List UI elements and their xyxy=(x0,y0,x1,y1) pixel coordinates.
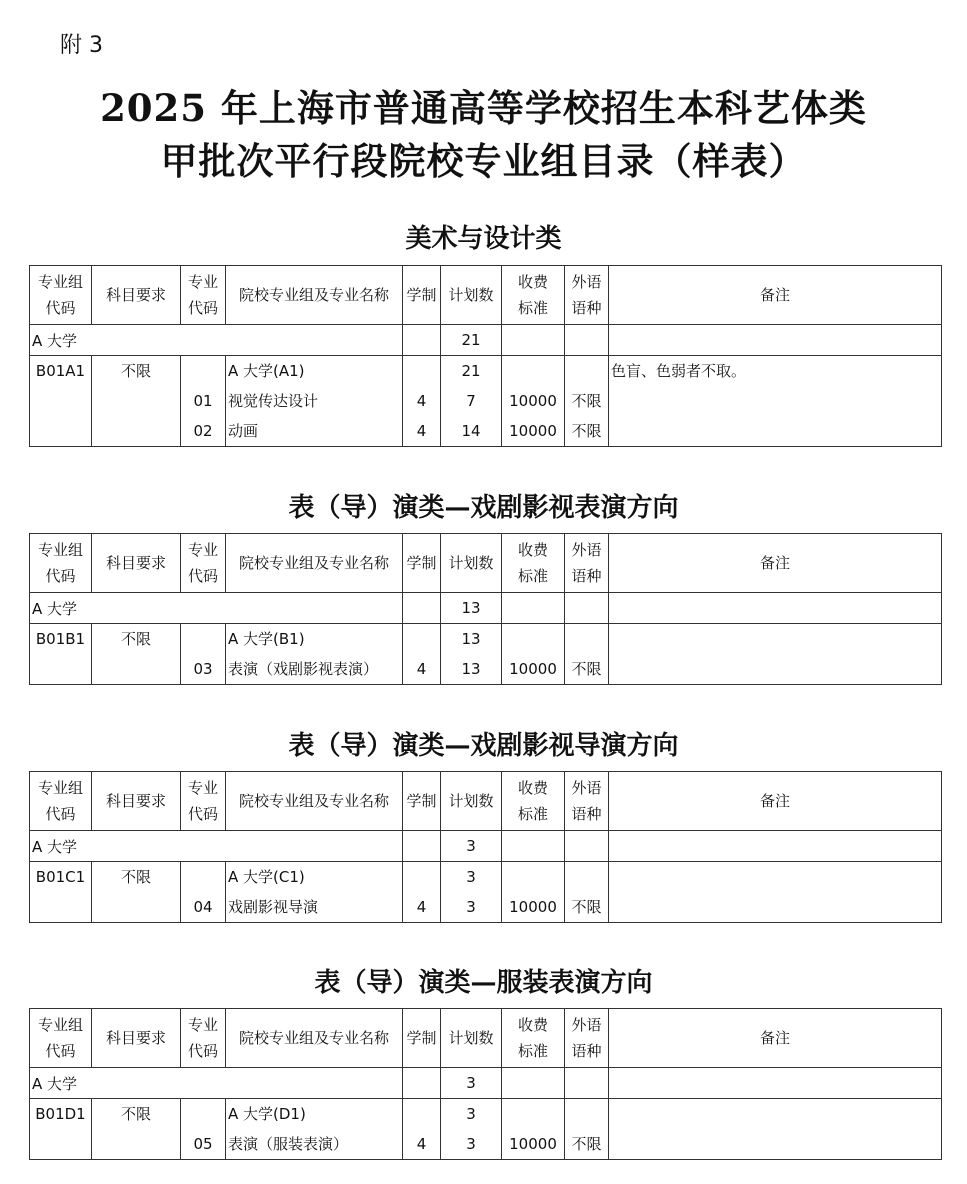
language-value xyxy=(565,356,608,386)
years-value: 4 xyxy=(416,392,427,410)
group-code-value: B01A1 xyxy=(35,362,86,380)
plan-value: 13 xyxy=(461,630,481,648)
section-title: 美术与设计类 xyxy=(405,224,562,254)
header-major-code xyxy=(181,266,226,325)
subject-requirement-value: 不限 xyxy=(120,362,151,380)
header-subject-req: 科目要求 xyxy=(92,266,181,325)
header-group-code xyxy=(30,1009,92,1068)
catalog-table xyxy=(29,1008,942,1160)
school-lang xyxy=(565,593,609,624)
header-plan: 计划数 xyxy=(441,534,502,593)
years xyxy=(403,862,441,923)
school-remark xyxy=(609,831,942,862)
group-code xyxy=(30,356,92,447)
school-remark xyxy=(609,1068,942,1099)
remark xyxy=(609,356,942,447)
group-code xyxy=(30,862,92,923)
plan-value: 3 xyxy=(466,1135,476,1153)
header-group-code-line-1: 专业组 xyxy=(37,273,83,291)
major-name-value: 表演（戏剧影视表演） xyxy=(228,660,379,678)
plan-value: 21 xyxy=(461,362,481,380)
years-value xyxy=(403,624,440,654)
subject-requirement-value: 不限 xyxy=(120,868,151,886)
header-name: 院校专业组及专业名称 xyxy=(226,772,403,831)
header-fee-line-2: 标准 xyxy=(517,567,548,585)
remark-value xyxy=(611,624,941,654)
remark-value xyxy=(611,1099,941,1129)
group-code-value: B01D1 xyxy=(35,1105,86,1123)
school-row xyxy=(30,831,942,862)
header-remark: 备注 xyxy=(609,1009,942,1068)
plan-value: 3 xyxy=(466,898,476,916)
group-code xyxy=(30,624,92,685)
school-name: A 大学 xyxy=(30,1068,403,1099)
school-plan: 3 xyxy=(441,1068,502,1099)
remark-value: 色盲、色弱者不取。 xyxy=(611,362,747,380)
header-group-code-line-1: 专业组 xyxy=(37,541,83,559)
group-row xyxy=(30,1099,942,1160)
fee-value: 10000 xyxy=(509,898,557,916)
language-value xyxy=(565,862,608,892)
header-fee-line-1: 收费 xyxy=(517,541,548,559)
header-years: 学制 xyxy=(403,266,441,325)
subject-requirement xyxy=(92,862,181,923)
header-name: 院校专业组及专业名称 xyxy=(226,1009,403,1068)
remark xyxy=(609,862,942,923)
years xyxy=(403,356,441,447)
major-name xyxy=(226,1099,403,1160)
header-subject-req: 科目要求 xyxy=(92,1009,181,1068)
major-code-value: 05 xyxy=(193,1135,213,1153)
header-fee-line-2: 标准 xyxy=(517,299,548,317)
header-lang-line-1: 外语 xyxy=(571,541,602,559)
school-fee xyxy=(502,325,565,356)
major-name-value: A 大学(C1) xyxy=(228,868,305,886)
catalog-table xyxy=(29,533,942,685)
header-group-code-line-2: 代码 xyxy=(45,1042,76,1060)
years-value: 4 xyxy=(416,422,427,440)
major-name-value: A 大学(D1) xyxy=(228,1105,306,1123)
header-row xyxy=(30,266,942,325)
school-row xyxy=(30,1068,942,1099)
years-value xyxy=(403,1099,440,1129)
school-plan: 3 xyxy=(441,831,502,862)
subject-requirement xyxy=(92,356,181,447)
major-name-value: A 大学(A1) xyxy=(228,362,305,380)
major-code-value xyxy=(181,356,225,386)
header-major-code-line-2: 代码 xyxy=(187,805,218,823)
school-years xyxy=(403,593,441,624)
fee xyxy=(502,624,565,685)
header-lang-line-1: 外语 xyxy=(571,779,602,797)
fee-value xyxy=(502,356,564,386)
header-lang-line-2: 语种 xyxy=(571,567,602,585)
school-row xyxy=(30,593,942,624)
header-years: 学制 xyxy=(403,1009,441,1068)
header-row xyxy=(30,1009,942,1068)
major-code-value: 03 xyxy=(193,660,213,678)
school-name: A 大学 xyxy=(30,325,403,356)
major-code-value xyxy=(181,862,225,892)
catalog-table xyxy=(29,771,942,923)
fee-value xyxy=(502,1099,564,1129)
remark xyxy=(609,624,942,685)
header-group-code xyxy=(30,266,92,325)
header-major-code xyxy=(181,1009,226,1068)
school-fee xyxy=(502,593,565,624)
major-code xyxy=(181,1099,226,1160)
header-row xyxy=(30,772,942,831)
catalog-table xyxy=(29,265,942,447)
header-major-code-line-1: 专业 xyxy=(187,779,218,797)
header-fee-line-1: 收费 xyxy=(517,273,548,291)
major-name-value: 表演（服装表演） xyxy=(228,1135,349,1153)
school-plan: 21 xyxy=(441,325,502,356)
school-years xyxy=(403,1068,441,1099)
plan-value: 13 xyxy=(461,660,481,678)
group-row xyxy=(30,862,942,923)
major-code xyxy=(181,624,226,685)
section-title: 表（导）演类—戏剧影视表演方向 xyxy=(288,493,679,523)
header-lang-line-2: 语种 xyxy=(571,299,602,317)
header-fee-line-2: 标准 xyxy=(517,1042,548,1060)
major-name-value: A 大学(B1) xyxy=(228,630,305,648)
header-lang-line-1: 外语 xyxy=(571,273,602,291)
fee xyxy=(502,862,565,923)
plan xyxy=(441,862,502,923)
doc-title-line2: 甲批次平行段院校专业组目录（样表） xyxy=(160,139,807,183)
school-lang xyxy=(565,1068,609,1099)
language-value: 不限 xyxy=(571,898,602,916)
header-name: 院校专业组及专业名称 xyxy=(226,266,403,325)
header-fee xyxy=(502,772,565,831)
header-fee xyxy=(502,534,565,593)
fee-value: 10000 xyxy=(509,422,557,440)
header-fee xyxy=(502,266,565,325)
school-fee xyxy=(502,831,565,862)
language-value xyxy=(565,624,608,654)
years xyxy=(403,1099,441,1160)
plan xyxy=(441,1099,502,1160)
header-plan: 计划数 xyxy=(441,772,502,831)
doc-title-line1: 2025 年上海市普通高等学校招生本科艺体类 xyxy=(100,86,867,130)
header-remark: 备注 xyxy=(609,772,942,831)
group-code-value: B01C1 xyxy=(35,868,86,886)
header-plan: 计划数 xyxy=(441,266,502,325)
header-group-code-line-1: 专业组 xyxy=(37,1016,83,1034)
major-code-value: 04 xyxy=(193,898,213,916)
group-row xyxy=(30,356,942,447)
subject-requirement xyxy=(92,624,181,685)
header-lang xyxy=(565,772,609,831)
language xyxy=(565,356,609,447)
header-plan: 计划数 xyxy=(441,1009,502,1068)
header-group-code-line-2: 代码 xyxy=(45,299,76,317)
header-group-code-line-2: 代码 xyxy=(45,567,76,585)
language xyxy=(565,1099,609,1160)
group-code xyxy=(30,1099,92,1160)
school-plan: 13 xyxy=(441,593,502,624)
header-row xyxy=(30,534,942,593)
language-value: 不限 xyxy=(571,392,602,410)
header-group-code xyxy=(30,772,92,831)
major-name xyxy=(226,624,403,685)
header-years: 学制 xyxy=(403,534,441,593)
school-remark xyxy=(609,325,942,356)
school-lang xyxy=(565,325,609,356)
major-code-value xyxy=(181,1099,225,1129)
header-lang xyxy=(565,266,609,325)
major-code-value: 01 xyxy=(193,392,213,410)
header-fee-line-1: 收费 xyxy=(517,1016,548,1034)
plan-value: 7 xyxy=(466,392,476,410)
header-subject-req: 科目要求 xyxy=(92,534,181,593)
header-fee-line-1: 收费 xyxy=(517,779,548,797)
header-years: 学制 xyxy=(403,772,441,831)
header-major-code-line-2: 代码 xyxy=(187,299,218,317)
attachment-label: 附 3 xyxy=(60,33,103,58)
major-name xyxy=(226,862,403,923)
fee-value: 10000 xyxy=(509,1135,557,1153)
group-code-value: B01B1 xyxy=(35,630,86,648)
school-fee xyxy=(502,1068,565,1099)
section-title: 表（导）演类—戏剧影视导演方向 xyxy=(288,731,679,761)
plan-value: 3 xyxy=(466,1105,476,1123)
header-lang-line-2: 语种 xyxy=(571,805,602,823)
major-name-value: 动画 xyxy=(228,422,259,440)
header-major-code-line-1: 专业 xyxy=(187,1016,218,1034)
major-code xyxy=(181,862,226,923)
subject-requirement-value: 不限 xyxy=(120,1105,151,1123)
remark-value xyxy=(611,862,941,892)
header-major-code-line-2: 代码 xyxy=(187,567,218,585)
header-major-code xyxy=(181,772,226,831)
subject-requirement-value: 不限 xyxy=(120,630,151,648)
major-name-value: 视觉传达设计 xyxy=(228,392,319,410)
years-value: 4 xyxy=(416,660,427,678)
header-major-code-line-1: 专业 xyxy=(187,541,218,559)
major-name xyxy=(226,356,403,447)
header-group-code-line-1: 专业组 xyxy=(37,779,83,797)
school-name: A 大学 xyxy=(30,593,403,624)
fee-value: 10000 xyxy=(509,392,557,410)
subject-requirement xyxy=(92,1099,181,1160)
header-group-code-line-2: 代码 xyxy=(45,805,76,823)
header-lang xyxy=(565,1009,609,1068)
plan-value: 14 xyxy=(461,422,481,440)
header-group-code xyxy=(30,534,92,593)
section-title: 表（导）演类—服装表演方向 xyxy=(314,968,653,998)
years xyxy=(403,624,441,685)
school-lang xyxy=(565,831,609,862)
fee-value: 10000 xyxy=(509,660,557,678)
header-remark: 备注 xyxy=(609,534,942,593)
language-value xyxy=(565,1099,608,1129)
years-value: 4 xyxy=(416,1135,427,1153)
years-value: 4 xyxy=(416,898,427,916)
header-major-code-line-1: 专业 xyxy=(187,273,218,291)
school-remark xyxy=(609,593,942,624)
fee-value xyxy=(502,624,564,654)
school-years xyxy=(403,831,441,862)
header-lang-line-2: 语种 xyxy=(571,1042,602,1060)
plan xyxy=(441,356,502,447)
school-row xyxy=(30,325,942,356)
language xyxy=(565,862,609,923)
major-code xyxy=(181,356,226,447)
fee xyxy=(502,1099,565,1160)
header-major-code-line-2: 代码 xyxy=(187,1042,218,1060)
header-subject-req: 科目要求 xyxy=(92,772,181,831)
header-fee xyxy=(502,1009,565,1068)
major-name-value: 戏剧影视导演 xyxy=(228,898,319,916)
fee-value xyxy=(502,862,564,892)
header-name: 院校专业组及专业名称 xyxy=(226,534,403,593)
group-row xyxy=(30,624,942,685)
school-years xyxy=(403,325,441,356)
language-value: 不限 xyxy=(571,1135,602,1153)
remark xyxy=(609,1099,942,1160)
major-code-value xyxy=(181,624,225,654)
school-name: A 大学 xyxy=(30,831,403,862)
header-fee-line-2: 标准 xyxy=(517,805,548,823)
years-value xyxy=(403,862,440,892)
fee xyxy=(502,356,565,447)
language-value: 不限 xyxy=(571,422,602,440)
plan xyxy=(441,624,502,685)
language-value: 不限 xyxy=(571,660,602,678)
header-remark: 备注 xyxy=(609,266,942,325)
language xyxy=(565,624,609,685)
years-value xyxy=(403,356,440,386)
header-lang-line-1: 外语 xyxy=(571,1016,602,1034)
header-lang xyxy=(565,534,609,593)
header-major-code xyxy=(181,534,226,593)
plan-value: 3 xyxy=(466,868,476,886)
major-code-value: 02 xyxy=(193,422,213,440)
